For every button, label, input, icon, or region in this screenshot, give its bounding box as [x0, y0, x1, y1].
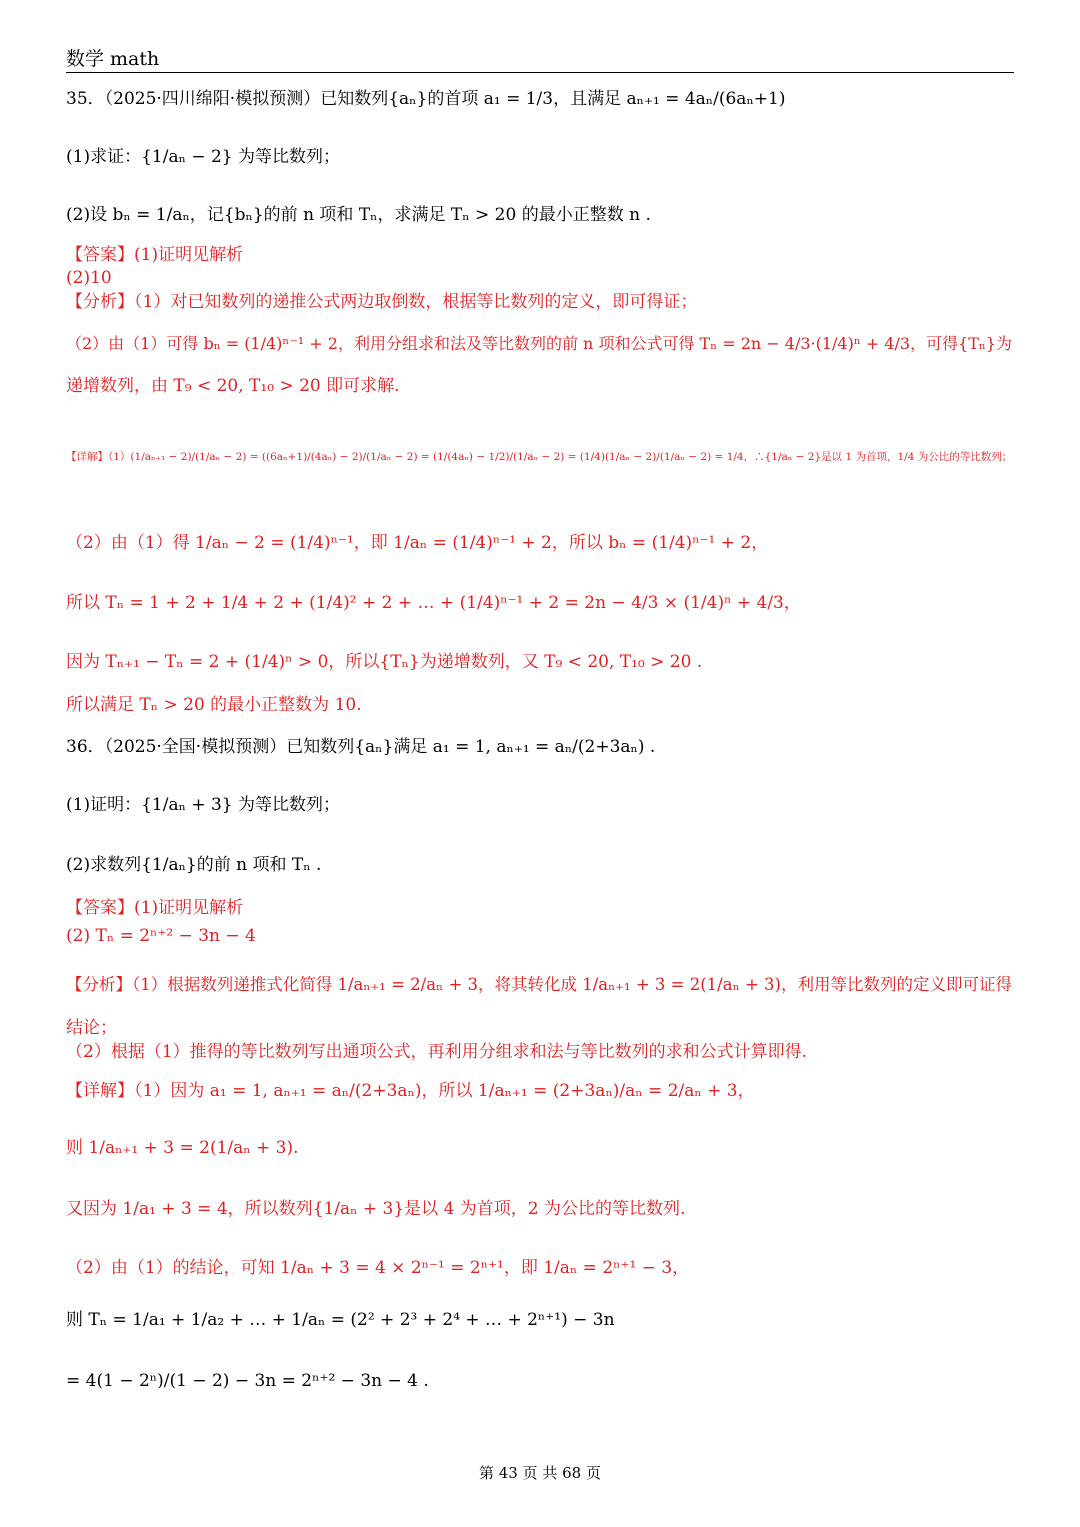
q35-detail5: 所以满足 Tₙ > 20 的最小正整数为 10.	[66, 695, 362, 715]
q36-analysis1: 【分析】（1）根据数列递推式化简得 1/aₙ₊₁ = 2/aₙ + 3，将其转化成 1/aₙ₊₁ + 3 = 2(1/aₙ + 3)，利用等比数列的定义即可证得	[66, 975, 1012, 994]
q36-part2: (2)求数列{1/aₙ}的前 n 项和 Tₙ .	[66, 855, 322, 875]
q35-analysis2: （2）由（1）可得 bₙ = (1/4)ⁿ⁻¹ + 2，利用分组求和法及等比数列的前 n 项和公式可得 Tₙ = 2n − 4/3·(1/4)ⁿ + 4/3，可得{Tₙ}为	[66, 334, 1013, 353]
q36-answer2: (2) Tₙ = 2ⁿ⁺² − 3n − 4	[66, 926, 256, 946]
q35-answer1: 【答案】(1)证明见解析	[66, 245, 244, 265]
q36-stem: 36．（2025·全国·模拟预测）已知数列{aₙ}满足 a₁ = 1, aₙ₊₁ = aₙ/(2+3aₙ) .	[66, 737, 656, 757]
q36-detail5: 则 Tₙ = 1/a₁ + 1/a₂ + … + 1/aₙ = (2² + 2³ + 2⁴ + … + 2ⁿ⁺¹) − 3n	[66, 1310, 615, 1330]
q35-detail4: 因为 Tₙ₊₁ − Tₙ = 2 + (1/4)ⁿ > 0，所以{Tₙ}为递增数列，又 T₉ < 20, T₁₀ > 20 .	[66, 652, 703, 672]
q36-analysis2: 结论；	[66, 1018, 117, 1038]
q35-analysis1: 【分析】（1）对已知数列的递推公式两边取倒数，根据等比数列的定义，即可得证；	[66, 292, 698, 312]
q35-detail3: 所以 Tₙ = 1 + 2 + 1/4 + 2 + (1/4)² + 2 + … + (1/4)ⁿ⁻¹ + 2 = 2n − 4/3 × (1/4)ⁿ + 4/3，	[66, 593, 801, 613]
q36-detail6: = 4(1 − 2ⁿ)/(1 − 2) − 3n = 2ⁿ⁺² − 3n − 4 .	[66, 1371, 429, 1391]
page-header	[66, 42, 1014, 73]
q35-answer2: (2)10	[66, 268, 112, 288]
header-title: 数学 math	[66, 48, 160, 70]
q35-stem: 35．（2025·四川绵阳·模拟预测）已知数列{aₙ}的首项 a₁ = 1/3，且满足 aₙ₊₁ = 4aₙ/(6aₙ+1)	[66, 89, 786, 109]
q36-detail3: 又因为 1/a₁ + 3 = 4，所以数列{1/aₙ + 3}是以 4 为首项，2 为公比的等比数列.	[66, 1199, 686, 1219]
page-number: 第 43 页 共 68 页	[478, 1464, 601, 1482]
q35-detail1: 【详解】（1）(1/aₙ₊₁ − 2)/(1/aₙ − 2) = ((6aₙ+1)/(4aₙ) − 2)/(1/aₙ − 2) = (1/(4aₙ) − 1/2)/(1/aₙ − 2) = (1/4)(1/aₙ − 2)/(1/aₙ − 2) = 1/4，∴{1/aₙ − 2}是以 1 为首项，1/4 为公比的等比数列；	[66, 451, 1013, 463]
q36-part1: (1)证明：{1/aₙ + 3} 为等比数列；	[66, 795, 341, 815]
q36-answer1: 【答案】(1)证明见解析	[66, 898, 244, 918]
q35-analysis3: 递增数列，由 T₉ < 20, T₁₀ > 20 即可求解.	[66, 376, 400, 396]
q35-part2: (2)设 bₙ = 1/aₙ，记{bₙ}的前 n 项和 Tₙ，求满足 Tₙ > 20 的最小正整数 n .	[66, 205, 651, 225]
q35-detail2: （2）由（1）得 1/aₙ − 2 = (1/4)ⁿ⁻¹，即 1/aₙ = (1/4)ⁿ⁻¹ + 2，所以 bₙ = (1/4)ⁿ⁻¹ + 2，	[66, 533, 769, 553]
q36-detail1: 【详解】（1）因为 a₁ = 1, aₙ₊₁ = aₙ/(2+3aₙ)，所以 1/aₙ₊₁ = (2+3aₙ)/aₙ = 2/aₙ + 3，	[66, 1081, 755, 1101]
q36-analysis3: （2）根据（1）推得的等比数列写出通项公式，再利用分组求和法与等比数列的求和公式计算即得.	[66, 1042, 808, 1062]
q36-detail4: （2）由（1）的结论，可知 1/aₙ + 3 = 4 × 2ⁿ⁻¹ = 2ⁿ⁺¹，即 1/aₙ = 2ⁿ⁺¹ − 3，	[66, 1258, 690, 1278]
q36-detail2: 则 1/aₙ₊₁ + 3 = 2(1/aₙ + 3).	[66, 1138, 299, 1158]
q35-part1: (1)求证：{1/aₙ − 2} 为等比数列；	[66, 147, 341, 167]
